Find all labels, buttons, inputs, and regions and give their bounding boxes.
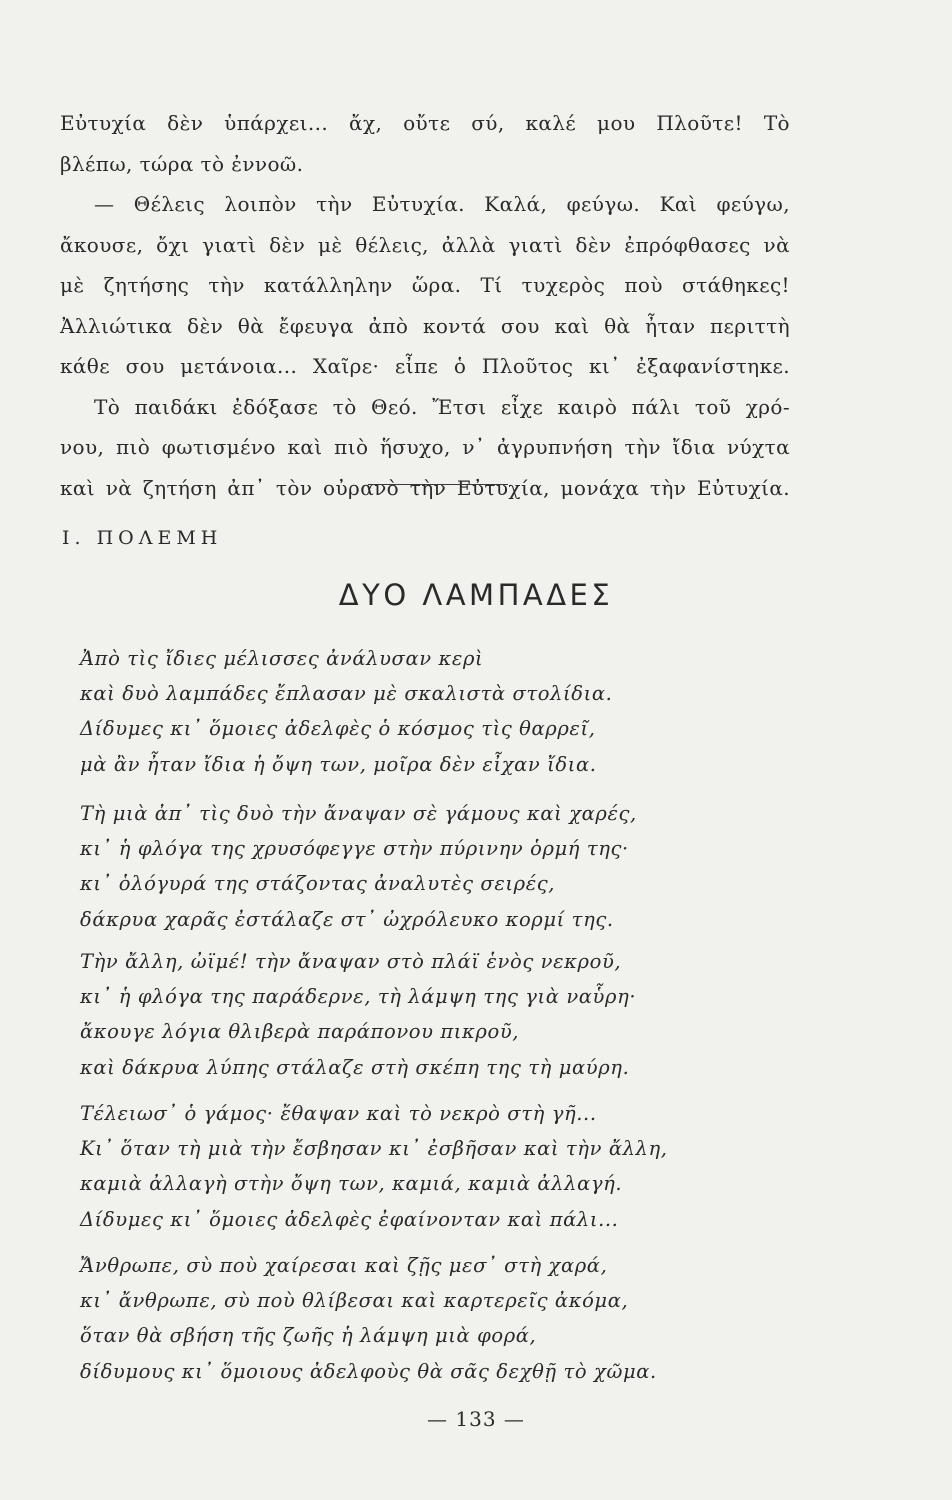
poem-stanza — [80, 1248, 810, 1389]
prose-line: κάθε σου μετάνοια... Χαῖρε· εἶπε ὁ Πλοῦτος κι᾿ ἐξαφανίστηκε. — [60, 354, 790, 378]
verse-line: Ἀπὸ τὶς ἴδιες μέλισσες ἀνάλυσαν κερὶ — [80, 647, 484, 670]
section-divider — [368, 484, 508, 485]
author-name: Ι. ΠΟΛΕΜΗ — [62, 527, 223, 549]
verse-line: δίδυμους κι᾿ ὅμοιους ἀδελφοὺς θὰ σᾶς δεχθῇ τὸ χῶμα. — [80, 1359, 657, 1383]
prose-line: Ἀλλιώτικα δὲν θὰ ἔφευγα ἀπὸ κοντά σου καὶ θὰ ἦταν περιττὴ — [60, 313, 790, 338]
poem-stanza — [80, 1096, 810, 1237]
verse-line: καὶ δυὸ λαμπάδες ἔπλασαν μὲ σκαλιστὰ στολίδια. — [80, 682, 613, 706]
prose-line: ἄκουσε, ὄχι γιατὶ δὲν μὲ θέλεις, ἀλλὰ γιατὶ δὲν ἐπρόφθασες νὰ — [60, 232, 790, 257]
verse-line: Τὴν ἄλλη, ὠϊμέ! τὴν ἄναψαν στὸ πλάϊ ἑνὸς νεκροῦ, — [80, 950, 622, 973]
poem-stanza — [80, 944, 810, 1085]
verse-line: καὶ δάκρυα λύπης στάλαζε στὴ σκέπη της τὴ μαύρη. — [80, 1055, 630, 1079]
prose-line: Τὸ παιδάκι ἐδόξασε τὸ Θεό. Ἔτσι εἶχε καιρὸ πάλι τοῦ χρό- — [94, 394, 790, 419]
poem-stanza — [80, 796, 810, 937]
prose-line: βλέπω, τώρα τὸ ἐννοῶ. — [60, 151, 304, 176]
verse-line: κι᾿ ἡ φλόγα της χρυσόφεγγε στὴν πύρινην ὁρμή της· — [80, 837, 629, 861]
verse-line: Τέλειωσ᾿ ὁ γάμος· ἔθαψαν καὶ τὸ νεκρὸ στὴ γῆ... — [80, 1102, 597, 1125]
prose-line: μὲ ζητήσης τὴν κατάλληλην ὥρα. Τί τυχερὸς ποὺ στάθηκες! — [60, 273, 790, 297]
verse-line: ὅταν θὰ σβήση τῆς ζωῆς ἡ λάμψη μιὰ φορά, — [80, 1324, 537, 1348]
page-number: — 133 — — [427, 1407, 525, 1431]
prose-line: καὶ νὰ ζητήση ἀπ᾿ τὸν οὐρανὸ τὴν Εὐτυχία, μονάχα τὴν Εὐτυχία. — [60, 475, 790, 500]
prose-block — [60, 103, 790, 508]
poem-stanza — [80, 641, 810, 782]
verse-line: κι᾿ ἡ φλόγα της παράδερνε, τὴ λάμψη της γιὰ ναὗρη· — [80, 985, 637, 1009]
verse-line: Τὴ μιὰ ἀπ᾿ τὶς δυὸ τὴν ἄναψαν σὲ γάμους καὶ χαρές, — [80, 802, 637, 825]
verse-line: Δίδυμες κι᾿ ὅμοιες ἀδελφὲς ἐφαίνονταν καὶ πάλι... — [80, 1207, 619, 1231]
verse-line: κι᾿ ἄνθρωπε, σὺ ποὺ θλίβεσαι καὶ καρτερεῖς ἀκόμα, — [80, 1289, 629, 1313]
verse-line: Δίδυμες κι᾿ ὅμοιες ἀδελφὲς ὁ κόσμος τὶς θαρρεῖ, — [80, 717, 596, 741]
verse-line: μὰ ἂν ἦταν ἴδια ἡ ὄψη των, μοῖρα δὲν εἶχαν ἴδια. — [80, 752, 597, 776]
prose-line: Εὐτυχία δὲν ὑπάρχει... ἄχ, οὔτε σύ, καλέ μου Πλοῦτε! Τὸ — [60, 111, 790, 135]
verse-line: Ἄνθρωπε, σὺ ποὺ χαίρεσαι καὶ ζῇς μεσ᾿ στὴ χαρά, — [80, 1254, 608, 1277]
verse-line: καμιὰ ἀλλαγὴ στὴν ὄψη των, καμιά, καμιὰ ἀλλαγή. — [80, 1172, 623, 1196]
poem-title: ΔΥΟ ΛΑΜΠΑΔΕΣ — [338, 578, 614, 612]
verse-line: κι᾿ ὁλόγυρά της στάζοντας ἀναλυτὲς σειρές, — [80, 872, 556, 896]
prose-line: νου, πιὸ φωτισμένο καὶ πιὸ ἥσυχο, ν᾿ ἀγρυπνήση τὴν ἴδια νύχτα — [60, 435, 790, 459]
verse-line: ἄκουγε λόγια θλιβερὰ παράπονου πικροῦ, — [80, 1020, 520, 1044]
verse-line: δάκρυα χαρᾶς ἐστάλαζε στ᾿ ὠχρόλευκο κορμί της. — [80, 907, 614, 931]
prose-line: — Θέλεις λοιπὸν τὴν Εὐτυχία. Καλά, φεύγω. Καὶ φεύγω, — [94, 192, 790, 216]
verse-line: Κι᾿ ὅταν τὴ μιὰ τὴν ἔσβησαν κι᾿ ἐσβῆσαν καὶ τὴν ἄλλη, — [80, 1137, 668, 1161]
